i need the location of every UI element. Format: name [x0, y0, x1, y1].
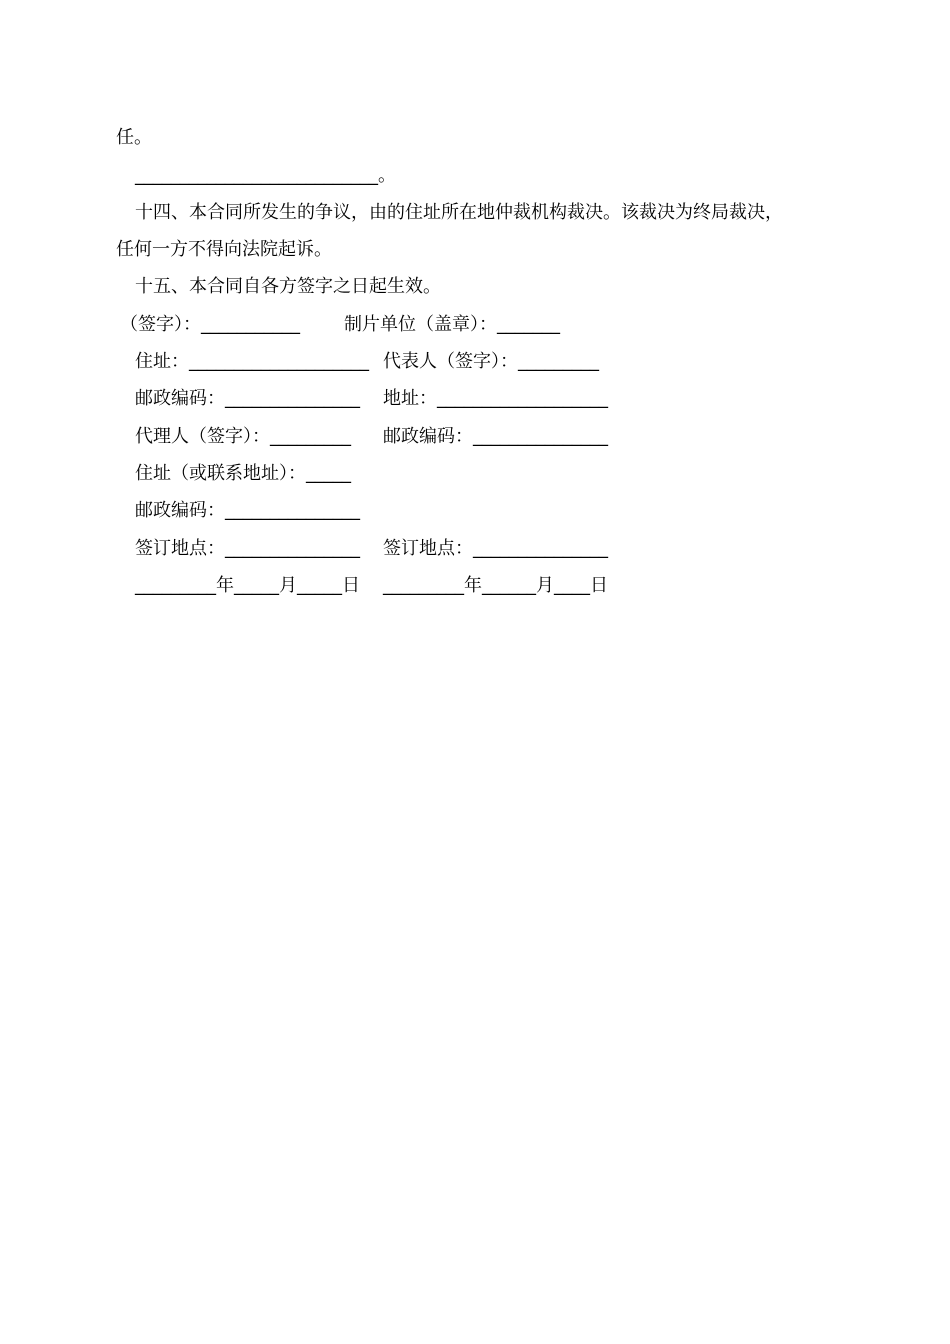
- continuation-text: 任。: [116, 127, 152, 148]
- date-row-right: _________年______月____日: [383, 575, 608, 596]
- signature-row-3-right: 地址：___________________: [383, 388, 608, 409]
- signature-row-5-left: 住址（或联系地址）：_____: [135, 463, 351, 484]
- signature-row-7-right: 签订地点：_______________: [383, 538, 608, 559]
- signature-row-2-right: 代表人（签字）：_________: [383, 351, 599, 372]
- signature-row-7-left: 签订地点：_______________: [135, 538, 360, 559]
- signature-row-1-left: （签字）：___________: [120, 314, 300, 335]
- clause-14-line-2: 任何一方不得向法院起诉。: [116, 239, 332, 260]
- signature-row-6-left: 邮政编码：_______________: [135, 500, 360, 521]
- date-row-left: _________年_____月_____日: [135, 575, 360, 596]
- signature-row-1-right: 制片单位（盖章）：_______: [344, 314, 560, 335]
- signature-row-3-left: 邮政编码：_______________: [135, 388, 360, 409]
- clause-15: 十五、本合同自各方签字之日起生效。: [135, 276, 441, 297]
- signature-row-4-right: 邮政编码：_______________: [383, 426, 608, 447]
- signature-row-2-left: 住址：____________________: [135, 351, 369, 372]
- blank-fill-line: ___________________________。: [135, 165, 396, 186]
- signature-row-4-left: 代理人（签字）：_________: [135, 426, 351, 447]
- clause-14-line-1: 十四、本合同所发生的争议，由的住址所在地仲裁机构裁决。该裁决为终局裁决，: [135, 202, 783, 223]
